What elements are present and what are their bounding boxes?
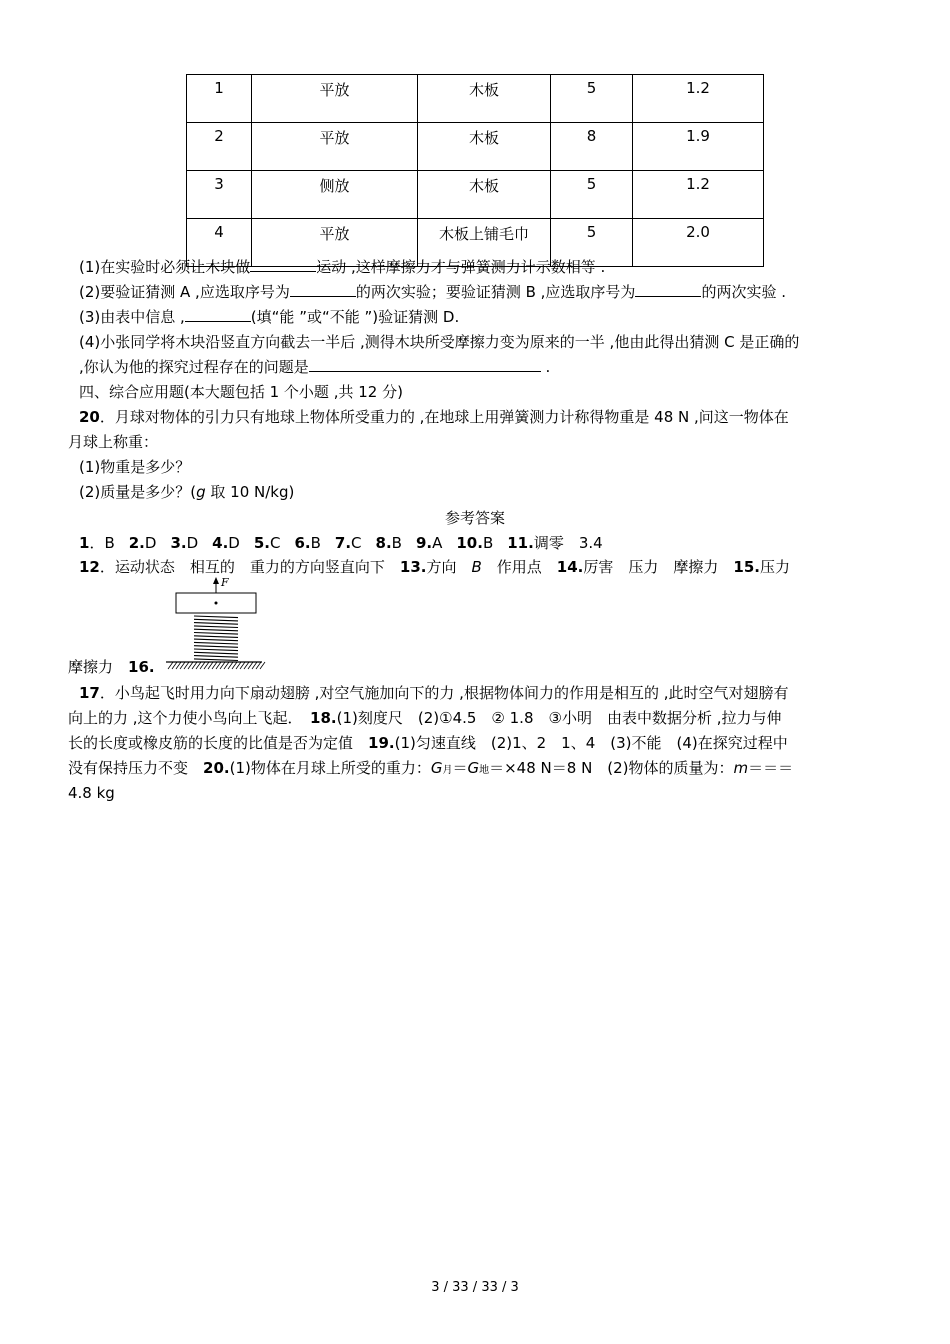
answer-number: 5.	[253, 534, 270, 552]
spring-coil	[194, 646, 238, 648]
table-row	[187, 75, 764, 123]
table-cell-pressure: 8	[551, 123, 633, 171]
answer-value: B	[310, 534, 321, 552]
table-cell-pressure: 5	[551, 171, 633, 219]
answers-line-6: 长的长度或橡皮筋的长度的比值是否为定值 19.(1)匀速直线 (2)1、2 1、4 (3)不能 (4)在探究过程中	[68, 734, 788, 752]
answer-number: 2.	[128, 534, 145, 552]
q20-stem: 20．月球对物体的引力只有地球上物体所受重力的 ,在地球上用弹簧测力计称得物重是 48 N ,问这一物体在	[79, 408, 789, 426]
answer-blank	[185, 307, 251, 322]
table-cell-friction: 1.2	[633, 171, 764, 219]
answer-value: C	[351, 534, 362, 552]
answer-item	[170, 534, 198, 552]
answer-item	[335, 534, 362, 552]
answers-line-2: 12．运动状态 相互的 重力的方向竖直向下 13.方向 B 作用点 14.厉害 压力 摩擦力 15.压力	[79, 558, 790, 576]
table-cell-friction: 1.2	[633, 75, 764, 123]
answer-blank	[635, 282, 701, 297]
answers-line-8: 4.8 kg	[68, 784, 115, 802]
q19-part4-cont: ,你认为他的探究过程存在的问题是 .	[79, 358, 551, 376]
q19-part4: (4)小张同学将木块沿竖直方向截去一半后 ,测得木块所受摩擦力变为原来的一半 ,他由此得出猜测 C 是正确的	[79, 333, 800, 351]
spring-coil	[194, 639, 238, 641]
answer-item	[294, 534, 320, 552]
table-cell-no: 4	[187, 219, 252, 267]
answer-item	[129, 534, 157, 552]
answer-item	[507, 534, 602, 552]
answer-value: D	[186, 534, 199, 552]
answer-number: 8.	[375, 534, 392, 552]
table-cell-placement: 侧放	[252, 171, 418, 219]
answers-line-5: 向上的力 ,这个力使小鸟向上飞起． 18.(1)刻度尺 (2)①4.5 ② 1.8 ③小明 由表中数据分析 ,拉力与伸	[68, 709, 782, 727]
answer-item	[254, 534, 281, 552]
spring-coil	[194, 616, 238, 618]
spring-coil	[194, 642, 238, 644]
answer-number: 3.	[170, 534, 187, 552]
answer-number: 1	[79, 534, 90, 552]
spring-coil	[194, 649, 238, 651]
q20-part1: (1)物重是多少？	[79, 458, 191, 476]
answers-line-7: 没有保持压力不变 20.(1)物体在月球上所受的重力：G月＝G地＝×48 N＝8 N (2)物体的质量为：m＝＝＝	[68, 759, 794, 777]
table-cell-friction: 2.0	[633, 219, 764, 267]
answer-blank	[250, 257, 316, 272]
table-cell-placement: 平放	[252, 123, 418, 171]
answers-line-4: 17．小鸟起飞时用力向下扇动翅膀 ,对空气施加向下的力 ,根据物体间力的作用是相互的 ,此时空气对翅膀有	[79, 684, 789, 702]
answers-line-3: 摩擦力 16.	[68, 658, 155, 676]
q20-part2: (2)质量是多少？(g 取 10 N/kg)	[79, 483, 295, 501]
q19-part1: (1)在实验时必须让木块做 运动 ,这样摩擦力才与弹簧测力计示数相等 .	[79, 258, 606, 276]
answer-item	[212, 534, 240, 552]
answer-blank	[309, 357, 541, 372]
spring-coil	[194, 633, 238, 635]
table-cell-surface: 木板	[418, 123, 551, 171]
spring-coil	[194, 623, 238, 625]
answer-number: 10.	[456, 534, 483, 552]
answer-item	[79, 534, 115, 552]
table-cell-no: 3	[187, 171, 252, 219]
experiment-table	[186, 74, 764, 267]
answer-item	[456, 534, 493, 552]
answer-value: B	[482, 534, 494, 552]
spring-coil	[194, 619, 238, 621]
table-cell-surface: 木板	[418, 171, 551, 219]
answer-number: 11.	[507, 534, 534, 552]
answer-value: D	[228, 534, 240, 552]
answer-value: D	[144, 534, 157, 552]
answer-number: 7.	[334, 534, 352, 552]
table-row	[187, 123, 764, 171]
answer-number: 9.	[415, 534, 433, 552]
force-label: F	[221, 576, 229, 589]
table-cell-surface: 木板上铺毛巾	[418, 219, 551, 267]
spring-coil	[194, 636, 238, 638]
answer-number: 6.	[294, 534, 311, 552]
page-footer: 3 / 33 / 33 / 3	[431, 1280, 519, 1295]
answer-item	[416, 534, 442, 552]
table-cell-pressure: 5	[551, 75, 633, 123]
spring-coil	[194, 626, 238, 628]
answer-value: C	[269, 534, 281, 552]
force-point	[215, 602, 218, 605]
table-cell-surface: 木板	[418, 75, 551, 123]
q19-part2: (2)要验证猜测 A ,应选取序号为 的两次实验；要验证猜测 B ,应选取序号为 的两次实验 .	[79, 283, 786, 301]
table-cell-no: 2	[187, 123, 252, 171]
spring-coil	[194, 652, 238, 654]
answers-line-1	[68, 533, 899, 553]
answer-value: B	[391, 534, 402, 552]
table-cell-no: 1	[187, 75, 252, 123]
spring-coil	[194, 629, 238, 631]
answer-item	[376, 534, 402, 552]
table-cell-friction: 1.9	[633, 123, 764, 171]
answer-number: 4.	[212, 534, 229, 552]
spring-coils	[194, 616, 238, 661]
table-row	[187, 171, 764, 219]
table-cell-pressure: 5	[551, 219, 633, 267]
table-cell-placement: 平放	[252, 219, 418, 267]
answer-value: ．B	[89, 534, 115, 552]
answer-blank	[290, 282, 356, 297]
section-heading: 四、综合应用题(本大题包括 1 个小题 ,共 12 分)	[79, 383, 403, 401]
answer-value: A	[432, 534, 443, 552]
q20-stem-cont: 月球上称重：	[68, 433, 159, 451]
answers-title: 参考答案	[444, 509, 505, 527]
answer-value: 调零 3.4	[533, 534, 603, 552]
q19-part3: (3)由表中信息 , (填“能 ”或“不能 ”)验证猜测 D.	[79, 308, 460, 326]
table-cell-placement: 平放	[252, 75, 418, 123]
arrowhead	[213, 577, 219, 584]
